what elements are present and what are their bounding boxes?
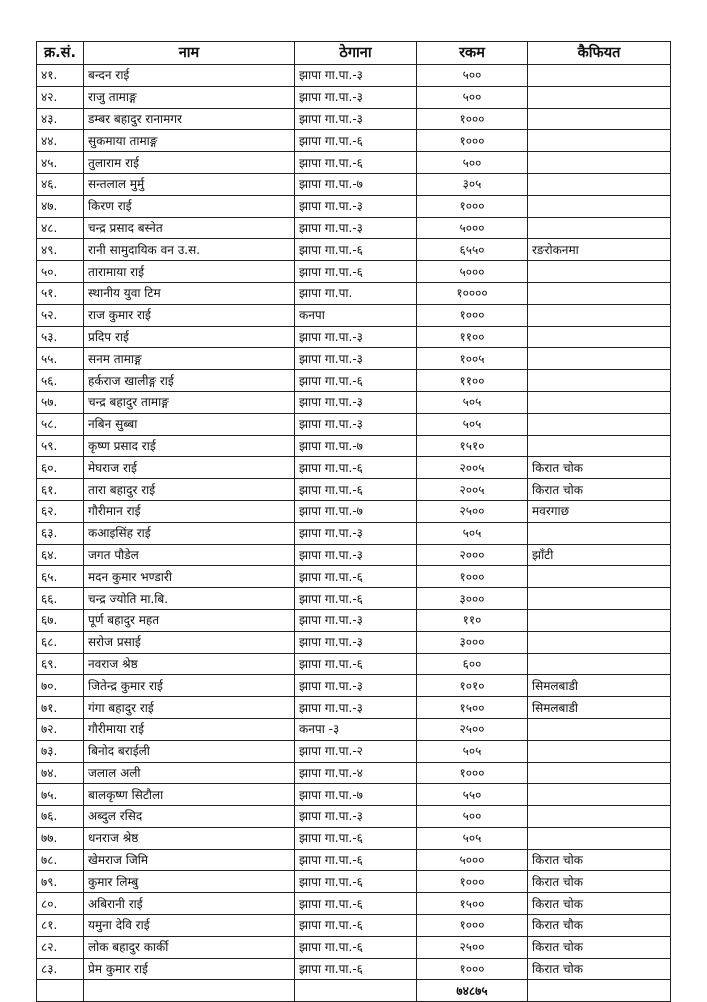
address-cell: झापा गा.पा.-४ [295, 762, 417, 784]
serial-cell: ६१. [37, 479, 84, 501]
address-cell: झापा गा.पा.-३ [295, 522, 417, 544]
table-row [37, 936, 671, 958]
serial-cell: ७६. [37, 806, 84, 828]
name-cell: राज कुमार राई [84, 304, 295, 326]
table-row [37, 370, 671, 392]
table-row [37, 718, 671, 740]
remarks-cell [528, 827, 671, 849]
name-cell: कृष्ण प्रसाद राई [84, 435, 295, 457]
header-address: ठेगाना [295, 42, 417, 65]
table-row [37, 849, 671, 871]
amount-cell: ३००० [417, 631, 528, 653]
serial-cell: ६०. [37, 457, 84, 479]
address-cell: झापा गा.पा.-३ [295, 806, 417, 828]
amount-cell: ५०५ [417, 413, 528, 435]
name-cell: बन्दन राई [84, 65, 295, 87]
amount-cell: ६५५० [417, 239, 528, 261]
serial-cell: ४२. [37, 86, 84, 108]
serial-cell: ४५. [37, 152, 84, 174]
amount-cell: ५०५ [417, 827, 528, 849]
address-cell: झापा गा.पा.-६ [295, 915, 417, 937]
name-cell: सुकमाया तामाङ्ग [84, 130, 295, 152]
serial-cell: ५९. [37, 435, 84, 457]
serial-cell: ७०. [37, 675, 84, 697]
serial-cell: ८१. [37, 915, 84, 937]
table-row [37, 217, 671, 239]
total-empty-cell [37, 980, 84, 1002]
address-cell: झापा गा.पा.-६ [295, 588, 417, 610]
address-cell: झापा गा.पा.-७ [295, 784, 417, 806]
header-serial: क्र.सं. [37, 42, 84, 65]
table-row [37, 762, 671, 784]
amount-cell: ५०५ [417, 740, 528, 762]
remarks-cell [528, 152, 671, 174]
address-cell: झापा गा.पा.-७ [295, 173, 417, 195]
amount-cell: ६०० [417, 653, 528, 675]
serial-cell: ५५. [37, 348, 84, 370]
amount-cell: ५०० [417, 86, 528, 108]
address-cell: झापा गा.पा.-६ [295, 261, 417, 283]
table-row [37, 86, 671, 108]
amount-cell: १०००० [417, 282, 528, 304]
address-cell: झापा गा.पा.-६ [295, 958, 417, 980]
remarks-cell [528, 566, 671, 588]
serial-cell: ८२. [37, 936, 84, 958]
name-cell: रानी सामुदायिक वन उ.स. [84, 239, 295, 261]
amount-cell: १००० [417, 108, 528, 130]
amount-cell: १५०० [417, 697, 528, 719]
amount-cell: ५५० [417, 784, 528, 806]
remarks-cell [528, 653, 671, 675]
serial-cell: ४४. [37, 130, 84, 152]
total-empty-cell [84, 980, 295, 1002]
amount-cell: ५०० [417, 806, 528, 828]
name-cell: पूर्ण बहादुर महत [84, 609, 295, 631]
address-cell: झापा गा.पा.-६ [295, 457, 417, 479]
table-row [37, 653, 671, 675]
address-cell: झापा गा.पा.-७ [295, 500, 417, 522]
remarks-cell [528, 217, 671, 239]
serial-cell: ७१. [37, 697, 84, 719]
remarks-cell [528, 304, 671, 326]
amount-cell: ५००० [417, 849, 528, 871]
total-empty-cell [295, 980, 417, 1002]
table-row [37, 522, 671, 544]
table-row [37, 391, 671, 413]
name-cell: धनराज श्रेष्ठ [84, 827, 295, 849]
amount-cell: २००५ [417, 479, 528, 501]
serial-cell: ७७. [37, 827, 84, 849]
serial-cell: ७५. [37, 784, 84, 806]
amount-cell: ११०० [417, 326, 528, 348]
name-cell: कुमार लिम्बु [84, 871, 295, 893]
table-row [37, 173, 671, 195]
remarks-cell [528, 435, 671, 457]
remarks-cell [528, 522, 671, 544]
address-cell: झापा गा.पा.-२ [295, 740, 417, 762]
remarks-cell [528, 195, 671, 217]
remarks-cell: झाँटी [528, 544, 671, 566]
serial-cell: ५३. [37, 326, 84, 348]
table-row [37, 326, 671, 348]
address-cell: झापा गा.पा.-३ [295, 631, 417, 653]
address-cell: झापा गा.पा.-६ [295, 152, 417, 174]
table-row [37, 304, 671, 326]
name-cell: सन्तलाल मुर्मु [84, 173, 295, 195]
amount-cell: १५१० [417, 435, 528, 457]
amount-cell: १०१० [417, 675, 528, 697]
table-row [37, 500, 671, 522]
address-cell: झापा गा.पा.-३ [295, 86, 417, 108]
table-row [37, 566, 671, 588]
address-cell: झापा गा.पा.-६ [295, 893, 417, 915]
table-row [37, 544, 671, 566]
amount-cell: २००० [417, 544, 528, 566]
amount-cell: १५०० [417, 893, 528, 915]
address-cell: झापा गा.पा.-३ [295, 217, 417, 239]
name-cell: सरोज प्रसाई [84, 631, 295, 653]
serial-cell: ५२. [37, 304, 84, 326]
amount-cell: २५०० [417, 500, 528, 522]
serial-cell: ५०. [37, 261, 84, 283]
address-cell: झापा गा.पा.-६ [295, 827, 417, 849]
remarks-cell [528, 391, 671, 413]
amount-cell: ५०० [417, 65, 528, 87]
address-cell: झापा गा.पा.-७ [295, 435, 417, 457]
table-row [37, 130, 671, 152]
serial-cell: ५७. [37, 391, 84, 413]
remarks-cell [528, 282, 671, 304]
amount-cell: ५०५ [417, 522, 528, 544]
remarks-cell [528, 784, 671, 806]
remarks-cell: सिमलबाडी [528, 697, 671, 719]
table-row [37, 108, 671, 130]
table-row [37, 479, 671, 501]
amount-cell: ११०० [417, 370, 528, 392]
name-cell: स्थानीय युवा टिम [84, 282, 295, 304]
remarks-cell: सिमलबाडी [528, 675, 671, 697]
serial-cell: ४३. [37, 108, 84, 130]
serial-cell: ५८. [37, 413, 84, 435]
name-cell: हर्कराज खालीङ्ग राई [84, 370, 295, 392]
table-row [37, 697, 671, 719]
address-cell: झापा गा.पा.-६ [295, 370, 417, 392]
name-cell: तुलाराम राई [84, 152, 295, 174]
address-cell: झापा गा.पा.-३ [295, 65, 417, 87]
name-cell: प्रेम कुमार राई [84, 958, 295, 980]
name-cell: डम्बर बहादुर रानामगर [84, 108, 295, 130]
remarks-cell: किरात चोक [528, 958, 671, 980]
amount-cell: ५०५ [417, 391, 528, 413]
serial-cell: ७४. [37, 762, 84, 784]
serial-cell: ४८. [37, 217, 84, 239]
name-cell: गौरीमान राई [84, 500, 295, 522]
name-cell: जगत पौडेल [84, 544, 295, 566]
amount-cell: ३००० [417, 588, 528, 610]
table-row [37, 609, 671, 631]
remarks-cell: किरात चौक [528, 915, 671, 937]
address-cell: झापा गा.पा.-६ [295, 871, 417, 893]
table-row [37, 348, 671, 370]
name-cell: नबिन सुब्बा [84, 413, 295, 435]
name-cell: बालकृष्ण सिटौला [84, 784, 295, 806]
address-cell: कनपा -३ [295, 718, 417, 740]
amount-cell: १००० [417, 130, 528, 152]
amount-cell: ३०५ [417, 173, 528, 195]
name-cell: जलाल अली [84, 762, 295, 784]
table-row [37, 588, 671, 610]
name-cell: कआइसिंह राई [84, 522, 295, 544]
address-cell: झापा गा.पा.-३ [295, 108, 417, 130]
address-cell: झापा गा.पा.-३ [295, 195, 417, 217]
serial-cell: ७९. [37, 871, 84, 893]
remarks-cell [528, 806, 671, 828]
amount-cell: १००० [417, 566, 528, 588]
name-cell: चन्द्र प्रसाद बस्नेत [84, 217, 295, 239]
amount-cell: ५००० [417, 217, 528, 239]
amount-cell: १००० [417, 304, 528, 326]
name-cell: प्रदिप राई [84, 326, 295, 348]
address-cell: झापा गा.पा.-६ [295, 479, 417, 501]
serial-cell: ६९. [37, 653, 84, 675]
address-cell: झापा गा.पा.-६ [295, 239, 417, 261]
total-amount: ७४८७५ [417, 980, 528, 1002]
amount-cell: २००५ [417, 457, 528, 479]
table-row [37, 631, 671, 653]
donation-ledger-table [36, 41, 671, 1002]
name-cell: अबिरानी राई [84, 893, 295, 915]
remarks-cell [528, 86, 671, 108]
address-cell: झापा गा.पा.-३ [295, 391, 417, 413]
name-cell: सनम तामाङ्ग [84, 348, 295, 370]
name-cell: मेघराज राई [84, 457, 295, 479]
remarks-cell [528, 108, 671, 130]
remarks-cell: किरात चोक [528, 871, 671, 893]
address-cell: झापा गा.पा.-६ [295, 653, 417, 675]
name-cell: लोक बहादुर कार्की [84, 936, 295, 958]
table-row [37, 195, 671, 217]
remarks-cell [528, 740, 671, 762]
address-cell: झापा गा.पा.-६ [295, 130, 417, 152]
table-row [37, 239, 671, 261]
remarks-cell [528, 762, 671, 784]
amount-cell: १००० [417, 915, 528, 937]
address-cell: झापा गा.पा.-६ [295, 849, 417, 871]
serial-cell: ६२. [37, 500, 84, 522]
serial-cell: ७३. [37, 740, 84, 762]
serial-cell: ६४. [37, 544, 84, 566]
table-row [37, 827, 671, 849]
table-row [37, 871, 671, 893]
name-cell: नवराज श्रेष्ठ [84, 653, 295, 675]
remarks-cell [528, 130, 671, 152]
remarks-cell: रङरोकनमा [528, 239, 671, 261]
table-row [37, 413, 671, 435]
serial-cell: ६६. [37, 588, 84, 610]
serial-cell: ६७. [37, 609, 84, 631]
table-row [37, 740, 671, 762]
serial-cell: ८०. [37, 893, 84, 915]
amount-cell: २५०० [417, 936, 528, 958]
name-cell: गंगा बहादुर राई [84, 697, 295, 719]
address-cell: झापा गा.पा. [295, 282, 417, 304]
remarks-cell [528, 326, 671, 348]
name-cell: अब्दुल रसिद [84, 806, 295, 828]
name-cell: यमुना देवि राई [84, 915, 295, 937]
table-row [37, 65, 671, 87]
total-row [37, 980, 671, 1002]
address-cell: कनपा [295, 304, 417, 326]
remarks-cell [528, 65, 671, 87]
name-cell: मदन कुमार भण्डारी [84, 566, 295, 588]
serial-cell: ४६. [37, 173, 84, 195]
table-row [37, 915, 671, 937]
remarks-cell: किरात चोक [528, 479, 671, 501]
serial-cell: ४७. [37, 195, 84, 217]
amount-cell: १००० [417, 958, 528, 980]
table-row [37, 958, 671, 980]
table-row [37, 457, 671, 479]
amount-cell: ५००० [417, 261, 528, 283]
serial-cell: ७८. [37, 849, 84, 871]
table-row [37, 435, 671, 457]
remarks-cell [528, 609, 671, 631]
address-cell: झापा गा.पा.-३ [295, 609, 417, 631]
remarks-cell [528, 588, 671, 610]
name-cell: गौरीमाया राई [84, 718, 295, 740]
address-cell: झापा गा.पा.-३ [295, 544, 417, 566]
address-cell: झापा गा.पा.-३ [295, 413, 417, 435]
amount-cell: १००० [417, 762, 528, 784]
address-cell: झापा गा.पा.-३ [295, 675, 417, 697]
remarks-cell [528, 718, 671, 740]
remarks-cell [528, 370, 671, 392]
remarks-cell [528, 631, 671, 653]
serial-cell: ५६. [37, 370, 84, 392]
name-cell: चन्द्र ज्योति मा.बि. [84, 588, 295, 610]
table-row [37, 152, 671, 174]
address-cell: झापा गा.पा.-६ [295, 566, 417, 588]
table-row [37, 675, 671, 697]
table-row [37, 282, 671, 304]
remarks-cell [528, 413, 671, 435]
serial-cell: ८३. [37, 958, 84, 980]
serial-cell: ६५. [37, 566, 84, 588]
name-cell: राजु तामाङ्ग [84, 86, 295, 108]
remarks-cell: किरात चोक [528, 457, 671, 479]
serial-cell: ४९. [37, 239, 84, 261]
name-cell: खेमराज जिमि [84, 849, 295, 871]
name-cell: जितेन्द्र कुमार राई [84, 675, 295, 697]
address-cell: झापा गा.पा.-६ [295, 936, 417, 958]
amount-cell: ११० [417, 609, 528, 631]
amount-cell: २५०० [417, 718, 528, 740]
remarks-cell: किरात चोक [528, 936, 671, 958]
remarks-cell [528, 348, 671, 370]
amount-cell: ५०० [417, 152, 528, 174]
table-row [37, 806, 671, 828]
remarks-cell [528, 173, 671, 195]
serial-cell: ५१. [37, 282, 84, 304]
name-cell: तारामाया राई [84, 261, 295, 283]
address-cell: झापा गा.पा.-३ [295, 348, 417, 370]
header-row [37, 42, 671, 65]
serial-cell: ६३. [37, 522, 84, 544]
total-empty-cell [528, 980, 671, 1002]
table-row [37, 261, 671, 283]
header-amount: रकम [417, 42, 528, 65]
table-row [37, 893, 671, 915]
serial-cell: ४१. [37, 65, 84, 87]
remarks-cell: किरात चोक [528, 849, 671, 871]
amount-cell: १००० [417, 871, 528, 893]
name-cell: तारा बहादुर राई [84, 479, 295, 501]
header-name: नाम [84, 42, 295, 65]
amount-cell: १००५ [417, 348, 528, 370]
remarks-cell: मवरगाछ [528, 500, 671, 522]
address-cell: झापा गा.पा.-३ [295, 697, 417, 719]
serial-cell: ६८. [37, 631, 84, 653]
remarks-cell: किरात चोक [528, 893, 671, 915]
header-remarks: कैफियत [528, 42, 671, 65]
name-cell: चन्द्र बहादुर तामाङ्ग [84, 391, 295, 413]
address-cell: झापा गा.पा.-३ [295, 326, 417, 348]
table-row [37, 784, 671, 806]
serial-cell: ७२. [37, 718, 84, 740]
remarks-cell [528, 261, 671, 283]
name-cell: बिनोद बराईली [84, 740, 295, 762]
ledger-body [37, 65, 671, 980]
name-cell: किरण राई [84, 195, 295, 217]
amount-cell: १००० [417, 195, 528, 217]
